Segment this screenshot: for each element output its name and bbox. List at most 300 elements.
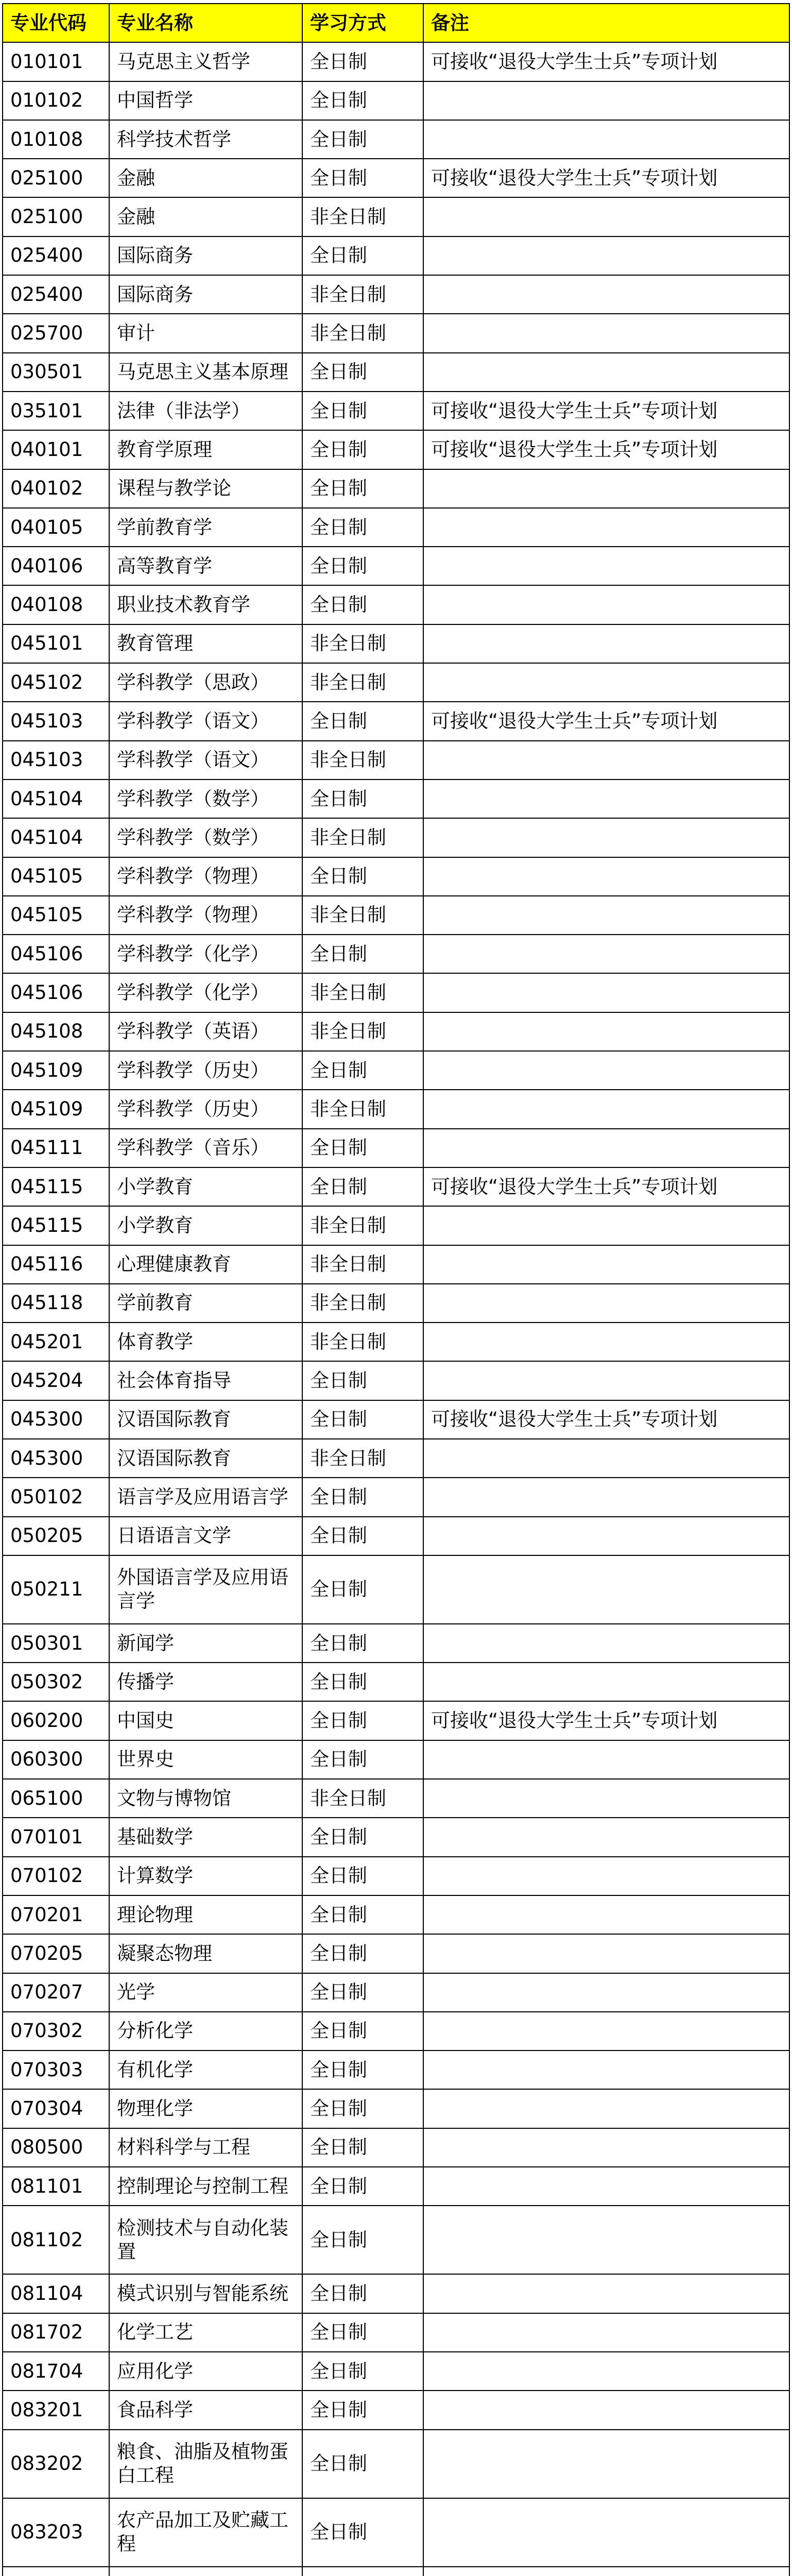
cell-code: 045115	[3, 1206, 109, 1245]
cell-code: 081702	[3, 2313, 109, 2352]
cell-mode: 非全日制	[302, 1284, 423, 1323]
cell-code: 060300	[3, 1740, 109, 1779]
cell-code: 045300	[3, 1439, 109, 1478]
cell-remark	[423, 2012, 789, 2050]
cell-name: 金融	[109, 159, 302, 197]
cell-code: 025100	[3, 197, 109, 236]
cell-mode: 非全日制	[302, 741, 423, 779]
cell-mode: 全日制	[302, 392, 423, 430]
cell-mode: 非全日制	[302, 1090, 423, 1128]
cell-mode: 全日制	[302, 2498, 423, 2567]
cell-name: 文物与博物馆	[109, 1779, 302, 1818]
cell-mode: 全日制	[302, 2391, 423, 2429]
cell-name: 马克思主义基本原理	[109, 353, 302, 392]
cell-remark	[423, 508, 789, 547]
cell-mode: 全日制	[302, 120, 423, 159]
cell-mode: 全日制	[302, 2430, 423, 2498]
cell-remark: 可接收“退役大学生士兵”专项计划	[423, 430, 789, 469]
cell-name: 金融	[109, 197, 302, 236]
cell-remark	[423, 935, 789, 973]
cell-name: 理论物理	[109, 1895, 302, 1934]
cell-name: 学科教学（历史）	[109, 1090, 302, 1128]
cell-remark	[423, 1740, 789, 1779]
table-row	[3, 508, 789, 547]
cell-name: 学科教学（思政）	[109, 663, 302, 702]
cell-code: 040108	[3, 585, 109, 624]
cell-mode: 全日制	[302, 779, 423, 818]
cell-remark	[423, 1857, 789, 1895]
cell-name: 计算数学	[109, 1857, 302, 1895]
cell-code: 045104	[3, 818, 109, 857]
cell-name: 外国语言学及应用语言学	[109, 1555, 302, 1624]
cell-remark	[423, 547, 789, 585]
cell-code: 025100	[3, 159, 109, 197]
cell-name: 学科教学（语文）	[109, 702, 302, 740]
cell-remark	[423, 1051, 789, 1090]
cell-code: 070101	[3, 1818, 109, 1856]
cell-mode: 全日制	[302, 81, 423, 120]
cell-code: 045105	[3, 857, 109, 896]
cell-mode: 非全日制	[302, 314, 423, 352]
cell-name: 凝聚态物理	[109, 1934, 302, 1973]
cell-name: 小学教育	[109, 1206, 302, 1245]
cell-name: 有机化学	[109, 2050, 302, 2089]
cell-mode: 全日制	[302, 2206, 423, 2274]
cell-name: 法律（非法学）	[109, 392, 302, 430]
cell-name: 世界史	[109, 1740, 302, 1779]
cell-remark	[423, 1129, 789, 1167]
cell-name: 学前教育	[109, 1284, 302, 1323]
major-table	[2, 3, 790, 2576]
table-row	[3, 818, 789, 857]
cell-remark	[423, 81, 789, 120]
cell-remark	[423, 1284, 789, 1323]
cell-name: 审计	[109, 314, 302, 352]
cell-name: 食品科学	[109, 2391, 302, 2429]
table-row	[3, 1895, 789, 1934]
cell-code: 081704	[3, 2352, 109, 2391]
table-row	[3, 779, 789, 818]
table-row	[3, 2498, 789, 2567]
table-row	[3, 1361, 789, 1400]
cell-mode: 全日制	[302, 2313, 423, 2352]
cell-remark	[423, 1555, 789, 1624]
cell-mode: 全日制	[302, 1740, 423, 1779]
cell-remark	[423, 2313, 789, 2352]
cell-mode: 非全日制	[302, 1323, 423, 1361]
cell-name: 汉语国际教育	[109, 1439, 302, 1478]
cell-mode	[302, 2567, 423, 2576]
cell-code: 045103	[3, 702, 109, 740]
table-row	[3, 1323, 789, 1361]
table-row	[3, 430, 789, 469]
cell-remark	[423, 236, 789, 275]
cell-mode: 非全日制	[302, 1779, 423, 1818]
cell-name: 学科教学（物理）	[109, 896, 302, 935]
cell-name: 光学	[109, 1973, 302, 2012]
table-row	[3, 1400, 789, 1439]
cell-name: 心理健康教育	[109, 1245, 302, 1284]
header-name: 专业名称	[109, 4, 302, 42]
cell-code: 070302	[3, 2012, 109, 2050]
cell-name: 教育管理	[109, 624, 302, 663]
cell-mode: 全日制	[302, 1934, 423, 1973]
cell-mode: 全日制	[302, 1167, 423, 1206]
cell-mode: 非全日制	[302, 197, 423, 236]
cell-mode: 全日制	[302, 2012, 423, 2050]
cell-remark	[423, 2089, 789, 2128]
cell-remark	[423, 896, 789, 935]
cell-code: 080500	[3, 2128, 109, 2167]
cell-mode: 全日制	[302, 1663, 423, 1701]
table-row	[3, 547, 789, 585]
table-row	[3, 857, 789, 896]
table-row	[3, 2206, 789, 2274]
cell-name: 学科教学（语文）	[109, 741, 302, 779]
cell-code: 045103	[3, 741, 109, 779]
cell-code: 045101	[3, 624, 109, 663]
cell-mode: 全日制	[302, 1624, 423, 1663]
cell-code: 050205	[3, 1517, 109, 1555]
table-row	[3, 353, 789, 392]
cell-name: 教育学原理	[109, 430, 302, 469]
cell-remark	[423, 2352, 789, 2391]
cell-remark	[423, 2167, 789, 2206]
table-row	[3, 2089, 789, 2128]
table-row	[3, 1167, 789, 1206]
table-row	[3, 275, 789, 314]
cell-name: 汉语国际教育	[109, 1400, 302, 1439]
table-row	[3, 2313, 789, 2352]
table-row	[3, 2012, 789, 2050]
header-remark: 备注	[423, 4, 789, 42]
table-row	[3, 1051, 789, 1090]
cell-name: 模式识别与智能系统	[109, 2274, 302, 2313]
cell-remark	[423, 663, 789, 702]
cell-name: 学科教学（数学）	[109, 818, 302, 857]
major-list-sheet	[2, 3, 789, 2576]
cell-code: 050302	[3, 1663, 109, 1701]
cell-code: 040102	[3, 469, 109, 508]
cell-name: 科学技术哲学	[109, 120, 302, 159]
table-row	[3, 392, 789, 430]
cell-name: 中国史	[109, 1701, 302, 1740]
cell-name: 粮食、油脂及植物蛋白工程	[109, 2430, 302, 2498]
cell-mode: 非全日制	[302, 1245, 423, 1284]
table-row	[3, 197, 789, 236]
cell-code: 045106	[3, 973, 109, 1012]
cell-name: 学科教学（物理）	[109, 857, 302, 896]
table-row	[3, 1663, 789, 1701]
cell-name: 化学工艺	[109, 2313, 302, 2352]
table-header	[3, 4, 789, 42]
table-row	[3, 120, 789, 159]
cell-remark	[423, 624, 789, 663]
cell-mode: 全日制	[302, 1973, 423, 2012]
cell-code: 045108	[3, 1012, 109, 1051]
cell-code: 010108	[3, 120, 109, 159]
cell-name: 学科教学（历史）	[109, 1051, 302, 1090]
cell-mode: 非全日制	[302, 1206, 423, 1245]
table-row	[3, 1245, 789, 1284]
cell-mode: 非全日制	[302, 896, 423, 935]
cell-code: 010101	[3, 42, 109, 81]
cell-name: 控制理论与控制工程	[109, 2167, 302, 2206]
cell-remark	[423, 1090, 789, 1128]
table-row	[3, 2128, 789, 2167]
cell-name: 学前教育学	[109, 508, 302, 547]
cell-remark	[423, 197, 789, 236]
cell-remark	[423, 779, 789, 818]
cell-code: 045102	[3, 663, 109, 702]
cell-mode: 全日制	[302, 353, 423, 392]
cell-remark	[423, 1478, 789, 1516]
cell-remark	[423, 741, 789, 779]
table-row	[3, 1284, 789, 1323]
table-row	[3, 2430, 789, 2498]
table-row	[3, 935, 789, 973]
cell-mode: 全日制	[302, 159, 423, 197]
cell-name: 日语语言文学	[109, 1517, 302, 1555]
cell-mode: 全日制	[302, 2352, 423, 2391]
cell-code: 025400	[3, 275, 109, 314]
cell-remark	[423, 2274, 789, 2313]
cell-mode: 非全日制	[302, 663, 423, 702]
cell-code: 083201	[3, 2391, 109, 2429]
cell-remark: 可接收“退役大学生士兵”专项计划	[423, 1400, 789, 1439]
cell-mode: 全日制	[302, 430, 423, 469]
cell-mode: 全日制	[302, 2089, 423, 2128]
cell-mode: 全日制	[302, 1400, 423, 1439]
cell-mode: 全日制	[302, 2274, 423, 2313]
cell-mode: 全日制	[302, 547, 423, 585]
cell-mode: 非全日制	[302, 275, 423, 314]
cell-mode: 全日制	[302, 857, 423, 896]
cell-code: 045201	[3, 1323, 109, 1361]
cell-mode: 全日制	[302, 585, 423, 624]
cell-name: 课程与教学论	[109, 469, 302, 508]
cell-code: 081104	[3, 2274, 109, 2313]
cell-code: 050211	[3, 1555, 109, 1624]
table-row	[3, 81, 789, 120]
cell-remark	[423, 1663, 789, 1701]
cell-name	[109, 2567, 302, 2576]
cell-code: 030501	[3, 353, 109, 392]
cell-remark	[423, 353, 789, 392]
cell-code: 081101	[3, 2167, 109, 2206]
cell-code: 045106	[3, 935, 109, 973]
table-row	[3, 973, 789, 1012]
cell-code: 050102	[3, 1478, 109, 1516]
cell-name: 物理化学	[109, 2089, 302, 2128]
cell-mode: 全日制	[302, 1818, 423, 1856]
cell-remark	[423, 818, 789, 857]
cell-mode: 全日制	[302, 1478, 423, 1516]
table-row	[3, 2050, 789, 2089]
cell-name: 新闻学	[109, 1624, 302, 1663]
cell-name: 检测技术与自动化装置	[109, 2206, 302, 2274]
cell-code: 070201	[3, 1895, 109, 1934]
cell-code: 045116	[3, 1245, 109, 1284]
cell-name: 农产品加工及贮藏工程	[109, 2498, 302, 2567]
cell-mode: 全日制	[302, 2050, 423, 2089]
table-row	[3, 1818, 789, 1856]
table-row	[3, 741, 789, 779]
cell-remark	[423, 2430, 789, 2498]
table-row	[3, 42, 789, 81]
cell-remark: 可接收“退役大学生士兵”专项计划	[423, 159, 789, 197]
table-row	[3, 1090, 789, 1128]
cell-remark	[423, 2050, 789, 2089]
cell-name: 学科教学（英语）	[109, 1012, 302, 1051]
cell-code: 035101	[3, 392, 109, 430]
cell-mode: 全日制	[302, 1701, 423, 1740]
cell-mode: 全日制	[302, 1517, 423, 1555]
cell-remark	[423, 2567, 789, 2576]
cell-name: 学科教学（化学）	[109, 935, 302, 973]
table-row	[3, 2567, 789, 2576]
table-row	[3, 1701, 789, 1740]
cell-code: 070207	[3, 1973, 109, 2012]
cell-remark	[423, 314, 789, 352]
table-row	[3, 1478, 789, 1516]
cell-code: 045115	[3, 1167, 109, 1206]
cell-name: 语言学及应用语言学	[109, 1478, 302, 1516]
cell-code: 083203	[3, 2498, 109, 2567]
cell-remark	[423, 2391, 789, 2429]
cell-remark: 可接收“退役大学生士兵”专项计划	[423, 1167, 789, 1206]
cell-remark	[423, 973, 789, 1012]
cell-name: 材料科学与工程	[109, 2128, 302, 2167]
cell-name: 学科教学（数学）	[109, 779, 302, 818]
header-row	[3, 4, 789, 42]
cell-remark	[423, 857, 789, 896]
cell-name: 传播学	[109, 1663, 302, 1701]
cell-mode: 非全日制	[302, 1439, 423, 1478]
cell-code: 070304	[3, 2089, 109, 2128]
table-row	[3, 1779, 789, 1818]
cell-code: 045104	[3, 779, 109, 818]
table-row	[3, 896, 789, 935]
cell-code: 045109	[3, 1051, 109, 1090]
cell-code: 040105	[3, 508, 109, 547]
cell-name: 分析化学	[109, 2012, 302, 2050]
cell-code: 045105	[3, 896, 109, 935]
cell-code	[3, 2567, 109, 2576]
cell-name: 社会体育指导	[109, 1361, 302, 1400]
table-row	[3, 1857, 789, 1895]
cell-mode: 全日制	[302, 508, 423, 547]
cell-remark	[423, 469, 789, 508]
cell-code: 045300	[3, 1400, 109, 1439]
table-row	[3, 1973, 789, 2012]
header-mode: 学习方式	[302, 4, 423, 42]
cell-name: 高等教育学	[109, 547, 302, 585]
table-row	[3, 585, 789, 624]
cell-name: 学科教学（化学）	[109, 973, 302, 1012]
table-row	[3, 702, 789, 740]
cell-code: 045111	[3, 1129, 109, 1167]
cell-code: 065100	[3, 1779, 109, 1818]
cell-remark	[423, 1206, 789, 1245]
cell-remark	[423, 2206, 789, 2274]
cell-mode: 全日制	[302, 1895, 423, 1934]
cell-mode: 全日制	[302, 702, 423, 740]
table-row	[3, 624, 789, 663]
table-row	[3, 2391, 789, 2429]
table-row	[3, 1129, 789, 1167]
cell-name: 中国哲学	[109, 81, 302, 120]
cell-name: 基础数学	[109, 1818, 302, 1856]
cell-remark	[423, 1895, 789, 1934]
table-row	[3, 663, 789, 702]
cell-remark: 可接收“退役大学生士兵”专项计划	[423, 1701, 789, 1740]
table-row	[3, 1012, 789, 1051]
cell-code: 081102	[3, 2206, 109, 2274]
cell-code: 083202	[3, 2430, 109, 2498]
table-row	[3, 1517, 789, 1555]
table-row	[3, 2167, 789, 2206]
cell-remark	[423, 1245, 789, 1284]
table-row	[3, 1624, 789, 1663]
table-row	[3, 2352, 789, 2391]
table-row	[3, 236, 789, 275]
cell-code: 070102	[3, 1857, 109, 1895]
cell-remark	[423, 1934, 789, 1973]
header-code: 专业代码	[3, 4, 109, 42]
cell-mode: 全日制	[302, 42, 423, 81]
cell-code: 045109	[3, 1090, 109, 1128]
cell-mode: 全日制	[302, 1129, 423, 1167]
table-row	[3, 1439, 789, 1478]
cell-remark	[423, 120, 789, 159]
cell-remark	[423, 1323, 789, 1361]
cell-remark	[423, 1012, 789, 1051]
table-row	[3, 1555, 789, 1624]
cell-remark	[423, 1973, 789, 2012]
cell-name: 国际商务	[109, 236, 302, 275]
table-row	[3, 1934, 789, 1973]
table-body	[3, 42, 789, 2576]
cell-remark	[423, 1361, 789, 1400]
cell-code: 045118	[3, 1284, 109, 1323]
cell-remark	[423, 1439, 789, 1478]
table-row	[3, 159, 789, 197]
cell-code: 025700	[3, 314, 109, 352]
cell-mode: 全日制	[302, 469, 423, 508]
cell-remark	[423, 2498, 789, 2567]
cell-remark	[423, 2128, 789, 2167]
cell-mode: 非全日制	[302, 973, 423, 1012]
cell-code: 070205	[3, 1934, 109, 1973]
table-row	[3, 2274, 789, 2313]
cell-mode: 非全日制	[302, 818, 423, 857]
cell-remark	[423, 1818, 789, 1856]
cell-name: 应用化学	[109, 2352, 302, 2391]
cell-remark: 可接收“退役大学生士兵”专项计划	[423, 392, 789, 430]
cell-code: 045204	[3, 1361, 109, 1400]
table-row	[3, 1740, 789, 1779]
table-row	[3, 1206, 789, 1245]
cell-code: 060200	[3, 1701, 109, 1740]
cell-mode: 全日制	[302, 236, 423, 275]
cell-mode: 全日制	[302, 1857, 423, 1895]
cell-name: 学科教学（音乐）	[109, 1129, 302, 1167]
cell-name: 职业技术教育学	[109, 585, 302, 624]
cell-mode: 非全日制	[302, 1012, 423, 1051]
cell-mode: 全日制	[302, 935, 423, 973]
cell-mode: 全日制	[302, 1051, 423, 1090]
